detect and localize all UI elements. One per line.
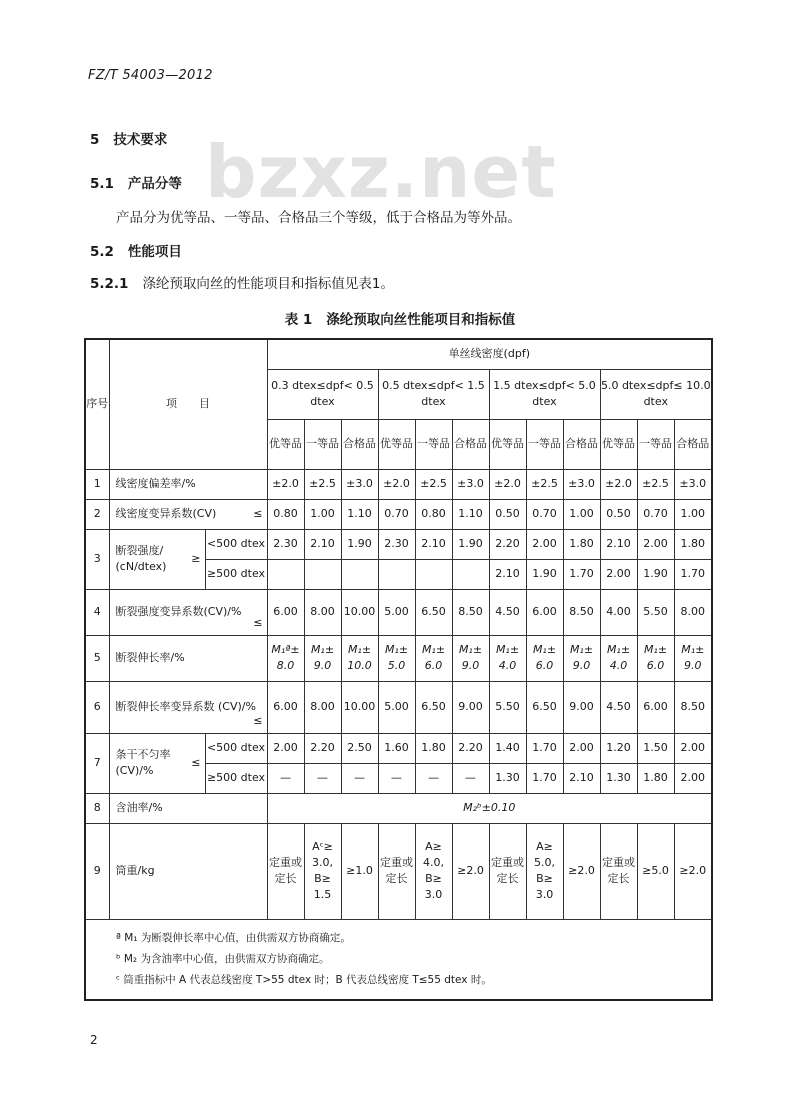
value-cell: 1.10: [341, 499, 378, 529]
section-number: 5.2: [90, 244, 114, 260]
value-cell: ±3.0: [452, 469, 489, 499]
value-cell: 定重或定长: [600, 823, 637, 919]
row-item: 筒重/kg: [109, 823, 267, 919]
row-item-label: 线密度变异系数(CV): [115, 507, 217, 521]
table-row: [85, 793, 712, 823]
value-cell: A≥ 4.0, B≥ 3.0: [415, 823, 452, 919]
value-cell: M₁± 6.0: [637, 635, 674, 681]
grade-cell: 合格品: [452, 419, 489, 469]
grade-cell: 一等品: [415, 419, 452, 469]
grade-cell: 合格品: [341, 419, 378, 469]
grade-cell: 一等品: [637, 419, 674, 469]
footnote-a: ª M₁ 为断裂伸长率中心值，由供需双方协商确定。: [116, 931, 351, 944]
value-cell: 0.80: [267, 499, 304, 529]
value-cell: 1.40: [489, 733, 526, 763]
grade-cell: 优等品: [267, 419, 304, 469]
value-cell: ±2.0: [378, 469, 415, 499]
value-cell: ±3.0: [563, 469, 600, 499]
value-cell: 1.80: [415, 733, 452, 763]
grade-cell: 优等品: [600, 419, 637, 469]
table-row: [85, 681, 712, 733]
row-item: [109, 681, 267, 733]
value-cell: 1.70: [674, 559, 712, 589]
value-cell: [452, 559, 489, 589]
value-cell: ±2.5: [637, 469, 674, 499]
value-cell: —: [378, 763, 415, 793]
section-5-1-text: 产品分为优等品、一等品、合格品三个等级，低于合格品为等外品。: [116, 210, 521, 226]
value-cell: 1.10: [452, 499, 489, 529]
row-item-label: 条干不匀率 (CV)/%: [115, 748, 171, 777]
value-cell: ±2.0: [267, 469, 304, 499]
value-cell: 2.00: [526, 529, 563, 559]
value-cell: ±3.0: [674, 469, 712, 499]
value-cell: 2.20: [452, 733, 489, 763]
value-cell: 0.70: [637, 499, 674, 529]
section-5-2-1-text: [90, 272, 394, 292]
row-item-label: 断裂强度/ (cN/dtex): [115, 544, 167, 573]
value-cell: 10.00: [341, 589, 378, 635]
value-cell: 8.50: [674, 681, 712, 733]
value-cell: M₁± 9.0: [452, 635, 489, 681]
value-cell: 2.00: [267, 733, 304, 763]
header-range-4: 5.0 dtex≤dpf≤ 10.0 dtex: [600, 369, 712, 419]
value-cell: 2.20: [489, 529, 526, 559]
value-cell: 8.00: [304, 589, 341, 635]
value-cell: 5.50: [489, 681, 526, 733]
value-cell: 6.00: [526, 589, 563, 635]
value-cell: 1.90: [452, 529, 489, 559]
footnotes: [85, 919, 712, 1000]
value-cell: 2.10: [304, 529, 341, 559]
row-number: 6: [85, 681, 109, 733]
value-cell: [415, 559, 452, 589]
header-range-1: 0.3 dtex≤dpf< 0.5 dtex: [267, 369, 378, 419]
value-cell: 0.80: [415, 499, 452, 529]
header-seq: 序号: [85, 339, 109, 469]
watermark: bzxz.net: [205, 130, 557, 214]
header-range-2: 0.5 dtex≤dpf< 1.5 dtex: [378, 369, 489, 419]
table-title: 涤纶预取向丝性能项目和指标值: [326, 312, 516, 328]
value-cell: 定重或定长: [267, 823, 304, 919]
value-cell: [378, 559, 415, 589]
row-item: 含油率/%: [109, 793, 267, 823]
row-number: 9: [85, 823, 109, 919]
value-cell: 2.00: [563, 733, 600, 763]
row-number: 1: [85, 469, 109, 499]
value-cell: 4.50: [600, 681, 637, 733]
value-cell: 8.50: [563, 589, 600, 635]
value-cell: ≥2.0: [452, 823, 489, 919]
value-cell: 6.00: [267, 681, 304, 733]
value-cell: 1.20: [600, 733, 637, 763]
value-cell: —: [304, 763, 341, 793]
header-range-3: 1.5 dtex≤dpf< 5.0 dtex: [489, 369, 600, 419]
value-cell: 5.00: [378, 681, 415, 733]
grade-cell: 一等品: [526, 419, 563, 469]
value-cell: ±2.5: [526, 469, 563, 499]
value-cell: 1.00: [563, 499, 600, 529]
spec-table: [84, 338, 713, 1001]
value-cell: ±2.0: [600, 469, 637, 499]
row-number: 3: [85, 529, 109, 589]
value-cell: 6.50: [526, 681, 563, 733]
page-number: 2: [90, 1033, 98, 1047]
value-cell: [304, 559, 341, 589]
value-cell: 2.30: [378, 529, 415, 559]
value-cell: 2.10: [563, 763, 600, 793]
table-row: [85, 823, 712, 919]
value-cell: A≥ 5.0, B≥ 3.0: [526, 823, 563, 919]
value-cell: ≥2.0: [674, 823, 712, 919]
value-cell: 2.00: [637, 529, 674, 559]
row-number: 5: [85, 635, 109, 681]
value-cell: M₁± 9.0: [304, 635, 341, 681]
less-equal-symbol: ≤: [253, 507, 263, 521]
value-cell: 1.70: [563, 559, 600, 589]
value-cell: Aᶜ≥ 3.0, B≥ 1.5: [304, 823, 341, 919]
value-cell: M₁± 6.0: [526, 635, 563, 681]
value-cell: —: [415, 763, 452, 793]
less-equal-symbol: ≤: [253, 615, 263, 629]
value-cell: 1.70: [526, 733, 563, 763]
row-item: [109, 529, 205, 589]
value-cell: 2.00: [600, 559, 637, 589]
value-cell: 4.50: [489, 589, 526, 635]
value-cell: 定重或定长: [489, 823, 526, 919]
footnote-c: ᶜ 筒重指标中 A 代表总线密度 T>55 dtex 时；B 代表总线密度 T≤55 dtex 时。: [116, 973, 492, 986]
row-item: 断裂伸长率/%: [109, 635, 267, 681]
value-cell: 2.20: [304, 733, 341, 763]
sub-condition: ≥500 dtex: [205, 559, 267, 589]
value-cell: 6.00: [637, 681, 674, 733]
value-cell: M₁± 4.0: [489, 635, 526, 681]
table-row: [85, 529, 712, 559]
section-number: 5.1: [90, 176, 114, 192]
grade-cell: 优等品: [489, 419, 526, 469]
value-cell: 2.00: [674, 763, 712, 793]
grade-cell: 合格品: [563, 419, 600, 469]
value-cell: 1.00: [304, 499, 341, 529]
value-cell: 10.00: [341, 681, 378, 733]
value-cell: 0.70: [526, 499, 563, 529]
table-row: [85, 635, 712, 681]
less-equal-symbol: ≤: [253, 713, 263, 727]
value-cell: M₁± 6.0: [415, 635, 452, 681]
value-cell: 0.70: [378, 499, 415, 529]
row-item: [109, 733, 205, 793]
grade-cell: 一等品: [304, 419, 341, 469]
value-cell: 4.00: [600, 589, 637, 635]
header-item: 项 目: [109, 339, 267, 469]
table-caption: [0, 308, 800, 328]
value-cell: 2.50: [341, 733, 378, 763]
value-cell: ±3.0: [341, 469, 378, 499]
value-cell: —: [267, 763, 304, 793]
row-number: 8: [85, 793, 109, 823]
row-item: [109, 589, 267, 635]
value-cell: 1.90: [341, 529, 378, 559]
row-number: 4: [85, 589, 109, 635]
value-cell: —: [452, 763, 489, 793]
value-cell: 2.30: [267, 529, 304, 559]
value-cell: 1.60: [378, 733, 415, 763]
value-cell: 1.30: [600, 763, 637, 793]
value-cell: 5.00: [378, 589, 415, 635]
row-number: 7: [85, 733, 109, 793]
section-5-1-heading: [90, 172, 182, 192]
section-number: 5: [90, 132, 100, 148]
section-5-heading: [90, 128, 167, 148]
row-item-label: 断裂伸长率变异系数 (CV)/%: [115, 700, 256, 714]
footnote-row: [85, 919, 712, 1000]
value-cell: 0.50: [600, 499, 637, 529]
grade-cell: 优等品: [378, 419, 415, 469]
section-title: 产品分等: [127, 176, 182, 192]
footnote-b: ᵇ M₂ 为含油率中心值，由供需双方协商确定。: [116, 952, 330, 965]
value-cell: ±2.0: [489, 469, 526, 499]
row-number: 2: [85, 499, 109, 529]
value-cell: 定重或定长: [378, 823, 415, 919]
value-cell: [341, 559, 378, 589]
sub-condition: <500 dtex: [205, 733, 267, 763]
grade-cell: 合格品: [674, 419, 712, 469]
value-cell: 1.00: [674, 499, 712, 529]
value-cell: 2.10: [489, 559, 526, 589]
table-row: [85, 589, 712, 635]
value-cell: 1.80: [563, 529, 600, 559]
value-cell: 6.50: [415, 589, 452, 635]
value-cell: M₁± 9.0: [563, 635, 600, 681]
value-cell: 2.10: [600, 529, 637, 559]
row-item: [109, 499, 267, 529]
value-cell: 1.50: [637, 733, 674, 763]
value-cell: ≥2.0: [563, 823, 600, 919]
value-cell: 2.00: [674, 733, 712, 763]
sub-condition: <500 dtex: [205, 529, 267, 559]
value-cell: 6.50: [415, 681, 452, 733]
section-title: 技术要求: [113, 132, 168, 148]
less-equal-symbol: ≤: [191, 756, 201, 770]
value-cell: 1.80: [674, 529, 712, 559]
value-cell: M₁± 10.0: [341, 635, 378, 681]
value-cell: 1.90: [637, 559, 674, 589]
value-cell: ±2.5: [304, 469, 341, 499]
value-cell: M₁± 5.0: [378, 635, 415, 681]
value-cell: ±2.5: [415, 469, 452, 499]
section-5-2-heading: [90, 240, 182, 260]
table-row: [85, 499, 712, 529]
value-cell: 5.50: [637, 589, 674, 635]
value-cell: 0.50: [489, 499, 526, 529]
value-cell: 9.00: [563, 681, 600, 733]
value-cell: —: [341, 763, 378, 793]
value-cell: M₁ª± 8.0: [267, 635, 304, 681]
value-cell: M₂ᵇ±0.10: [267, 793, 712, 823]
value-cell: 8.50: [452, 589, 489, 635]
section-number: 5.2.1: [90, 276, 129, 292]
table-label: 表 1: [284, 312, 313, 328]
value-cell: [267, 559, 304, 589]
table-row: [85, 733, 712, 763]
value-cell: 8.00: [304, 681, 341, 733]
value-cell: M₁± 9.0: [674, 635, 712, 681]
value-cell: 8.00: [674, 589, 712, 635]
sub-condition: ≥500 dtex: [205, 763, 267, 793]
value-cell: 1.90: [526, 559, 563, 589]
value-cell: 1.70: [526, 763, 563, 793]
table-row: [85, 469, 712, 499]
value-cell: ≥1.0: [341, 823, 378, 919]
value-cell: 9.00: [452, 681, 489, 733]
value-cell: ≥5.0: [637, 823, 674, 919]
standard-number: FZ/T 54003—2012: [88, 68, 213, 83]
value-cell: 2.10: [415, 529, 452, 559]
value-cell: 1.30: [489, 763, 526, 793]
row-item: 线密度偏差率/%: [109, 469, 267, 499]
section-title: 性能项目: [127, 244, 182, 260]
header-group: 单丝线密度(dpf): [267, 339, 712, 369]
row-item-label: 断裂强度变异系数(CV)/%: [115, 605, 242, 619]
value-cell: M₁± 4.0: [600, 635, 637, 681]
value-cell: 6.00: [267, 589, 304, 635]
value-cell: 1.80: [637, 763, 674, 793]
section-text: 涤纶预取向丝的性能项目和指标值见表1。: [142, 276, 395, 292]
greater-equal-symbol: ≥: [191, 552, 201, 566]
